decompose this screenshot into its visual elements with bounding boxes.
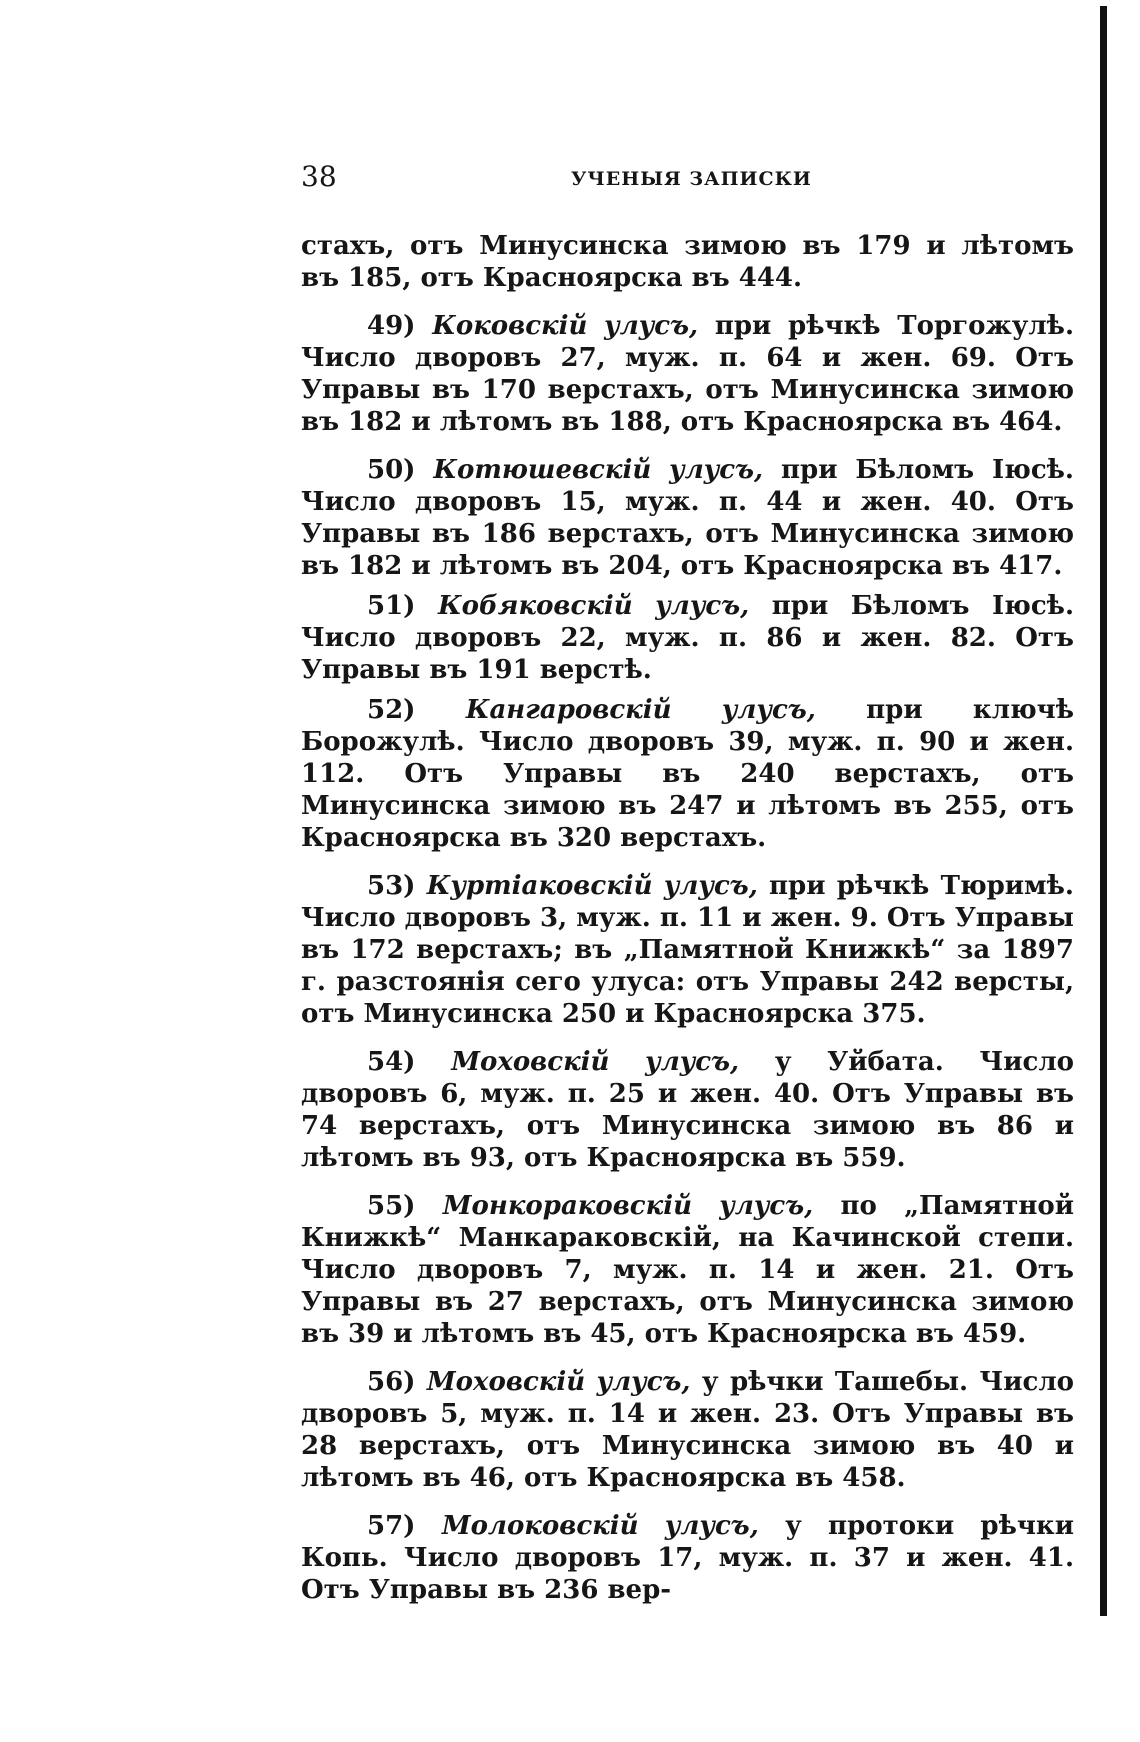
entry-number: 53) xyxy=(367,871,416,901)
entry-number: 54) xyxy=(367,1047,416,1077)
paragraph-entry-54 xyxy=(301,1046,1074,1174)
entry-title: Коковскій улусъ, xyxy=(432,311,699,341)
paragraph-text: у Уйбата. Число дворовъ 6, муж. п. 25 и жен. 40. Отъ Управы въ 74 верстахъ, отъ Минусинска зимою въ 86 и лѣтомъ въ 93, отъ Красноярска въ 559. xyxy=(301,1047,1074,1173)
paragraph-text: у протоки рѣчки Копь. Число дворовъ 17, муж. п. 37 и жен. 41. Отъ Управы въ 236 вер- xyxy=(301,1511,1074,1605)
paragraph-text: при Бѣломъ Іюсѣ. Число дворовъ 15, муж. п. 44 и жен. 40. Отъ Управы въ 186 верстахъ, отъ Минусинска зимою въ 182 и лѣтомъ въ 204, отъ Красноярска въ 417. xyxy=(301,455,1074,581)
page-edge-rule xyxy=(1100,6,1107,1616)
paragraph-entry-57 xyxy=(301,1510,1074,1606)
entry-title: Котюшевскій улусъ, xyxy=(433,455,764,485)
paragraph-entry-56 xyxy=(301,1366,1074,1494)
paragraph-entry-55 xyxy=(301,1190,1074,1350)
paragraph-text: при рѣчкѣ Торгожулѣ. Число дворовъ 27, муж. п. 64 и жен. 69. Отъ Управы въ 170 верстахъ, отъ Минусинска зимою въ 182 и лѣтомъ въ 188, отъ Красноярска въ 464. xyxy=(301,311,1075,437)
paragraph-text: по „Памятной Книжкѣ“ Манкараковскій, на Качинской степи. Число дворовъ 7, муж. п. 14 и жен. 21. Отъ Управы въ 27 верстахъ, отъ Минусинска зимою въ 39 и лѣтомъ въ 45, отъ Красноярска въ 459. xyxy=(301,1191,1074,1349)
entry-number: 52) xyxy=(367,695,416,725)
entry-number: 56) xyxy=(367,1367,416,1397)
running-head xyxy=(301,150,1057,200)
entry-title: Моховскій улусъ, xyxy=(426,1367,691,1397)
paragraph-text: при Бѣломъ Іюсѣ. Число дворовъ 22, муж. п. 86 и жен. 82. Отъ Управы въ 191 верстѣ. xyxy=(301,591,1074,685)
entry-number: 55) xyxy=(367,1191,416,1221)
paragraph-text: у рѣчки Ташебы. Число дворовъ 5, муж. п. 14 и жен. 23. Отъ Управы въ 28 верстахъ, отъ Минусинска зимою въ 40 и лѣтомъ въ 46, отъ Красноярска въ 458. xyxy=(301,1367,1074,1493)
paragraph-text: при рѣчкѣ Тюримѣ. Число дворовъ 3, муж. п. 11 и жен. 9. Отъ Управы въ 172 верстахъ; въ „Памятной Книжкѣ“ за 1897 г. разстоянія сего улуса: отъ Управы 242 версты, отъ Минусинска 250 и Красноярска 375. xyxy=(301,871,1074,1029)
paragraph-continuation xyxy=(301,230,1074,294)
entry-title: Молоковскій улусъ, xyxy=(441,1511,759,1541)
entry-title: Куртіаковскій улусъ, xyxy=(426,871,758,901)
text-column xyxy=(301,230,1074,1606)
entry-title: Кобяковскій улусъ, xyxy=(438,591,750,621)
paragraph-entry-53 xyxy=(301,870,1074,1030)
paragraph-text: стахъ, отъ Минусинска зимою въ 179 и лѣтомъ въ 185, отъ Красноярска въ 444. xyxy=(301,231,1074,293)
paragraph-entry-51 xyxy=(301,590,1074,686)
running-title: УЧЕНЫЯ ЗАПИСКИ xyxy=(571,168,812,190)
entry-number: 51) xyxy=(367,591,416,621)
entry-number: 50) xyxy=(367,455,416,485)
paragraph-entry-52 xyxy=(301,694,1074,854)
entry-title: Монкораковскій улусъ, xyxy=(442,1191,814,1221)
paragraph-entry-50 xyxy=(301,454,1074,582)
entry-number: 49) xyxy=(367,311,416,341)
entry-title: Кангаровскій улусъ, xyxy=(465,695,816,725)
entry-number: 57) xyxy=(367,1511,416,1541)
paragraph-entry-49 xyxy=(301,310,1074,438)
paragraph-text: при ключѣ Борожулѣ. Число дворовъ 39, муж. п. 90 и жен. 112. Отъ Управы въ 240 верстахъ, отъ Минусинска зимою въ 247 и лѣтомъ въ 255, отъ Красноярска въ 320 верстахъ. xyxy=(301,695,1074,853)
entry-title: Моховскій улусъ, xyxy=(451,1047,740,1077)
page-number: 38 xyxy=(301,160,337,193)
